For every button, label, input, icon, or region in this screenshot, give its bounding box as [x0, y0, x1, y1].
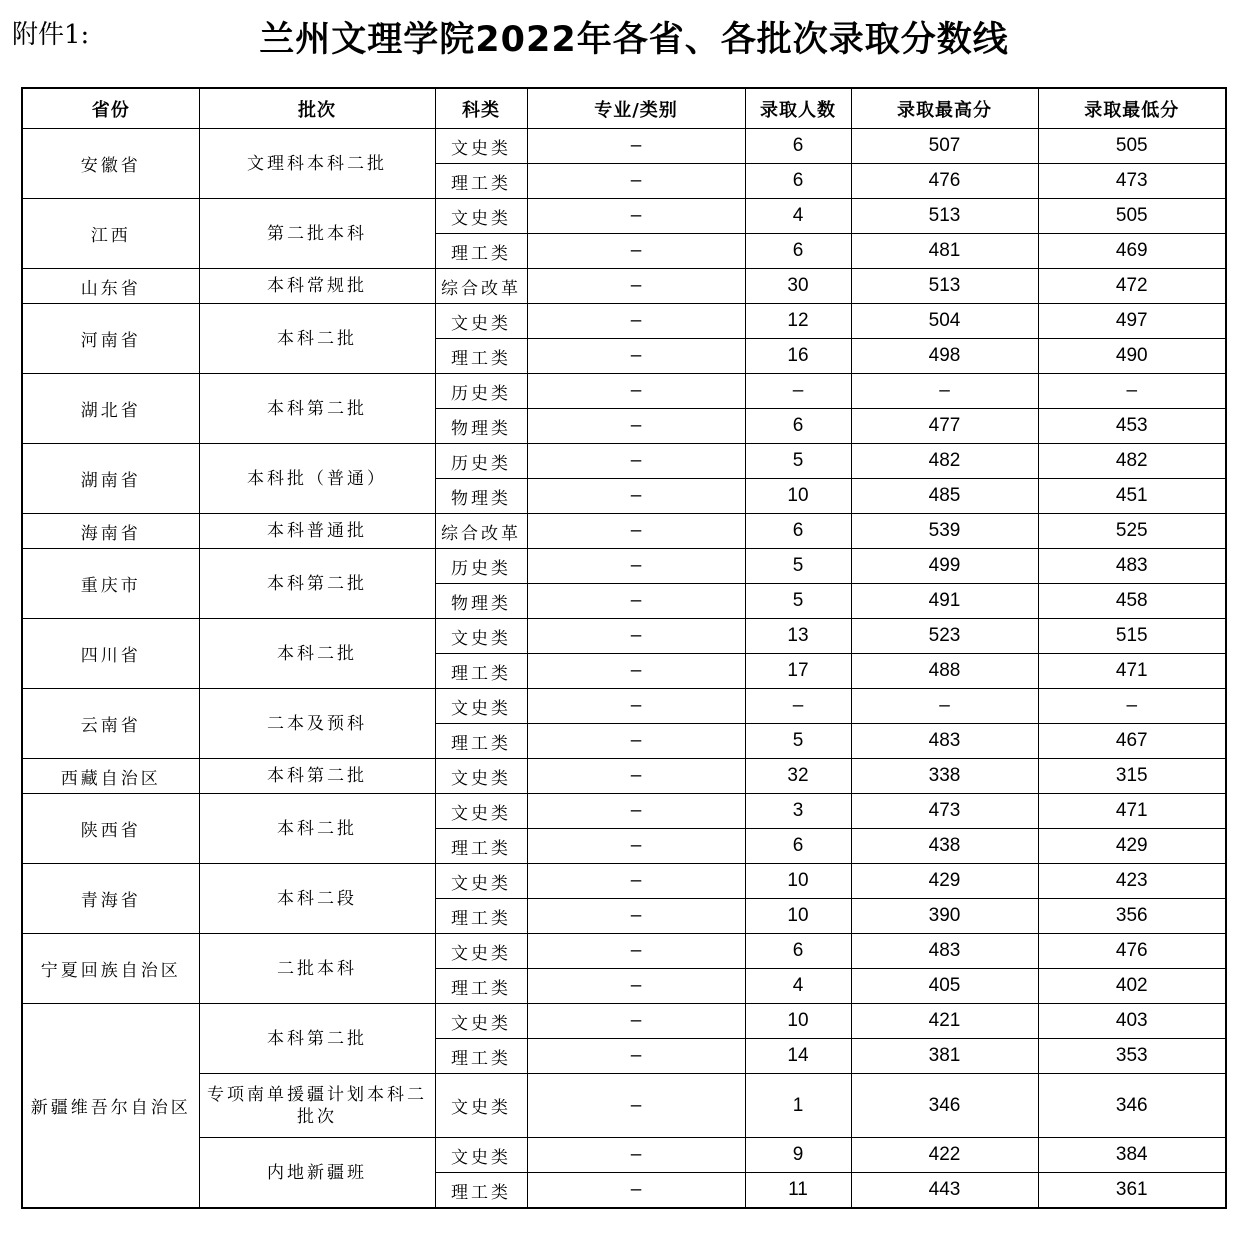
batch-label: 第二批本科	[267, 223, 367, 244]
batch-label: 本科第二批	[267, 1028, 367, 1049]
min-score-cell: 497	[1038, 304, 1226, 339]
category-cell: 综合改革	[435, 514, 527, 549]
category-cell: 文史类	[435, 689, 527, 724]
max-score-cell: 483	[851, 724, 1038, 759]
max-score-cell: 483	[851, 934, 1038, 969]
min-score-cell: 490	[1038, 339, 1226, 374]
batch-cell	[199, 444, 435, 514]
batch-label: 本科第二批	[267, 766, 367, 786]
attachment-label: 附件1:	[12, 20, 90, 50]
major-cell: –	[527, 234, 745, 269]
province-cell: 湖北省	[22, 374, 199, 444]
major-cell: –	[527, 1074, 745, 1138]
min-score-cell: 384	[1038, 1138, 1226, 1173]
table-row	[22, 304, 1226, 339]
count-cell: 1	[745, 1074, 851, 1138]
category-cell: 理工类	[435, 654, 527, 689]
max-score-cell: 346	[851, 1074, 1038, 1138]
category-cell: 理工类	[435, 339, 527, 374]
max-score-cell: 477	[851, 409, 1038, 444]
min-score-cell: 472	[1038, 269, 1226, 304]
column-header-category: 科类	[435, 88, 527, 129]
column-header-major: 专业/类别	[527, 88, 745, 129]
province-cell: 青海省	[22, 864, 199, 934]
province-cell: 陕西省	[22, 794, 199, 864]
table-row	[22, 934, 1226, 969]
batch-label: 本科第二批	[267, 573, 367, 594]
batch-label: 专项南单援疆计划本科二批次	[207, 1084, 427, 1127]
table-row	[22, 619, 1226, 654]
major-cell: –	[527, 164, 745, 199]
category-cell: 历史类	[435, 374, 527, 409]
major-cell: –	[527, 969, 745, 1004]
batch-cell	[199, 619, 435, 689]
admission-scores-table	[21, 87, 1227, 1209]
max-score-cell: 513	[851, 269, 1038, 304]
max-score-cell: 491	[851, 584, 1038, 619]
major-cell: –	[527, 479, 745, 514]
major-cell: –	[527, 1004, 745, 1039]
category-cell: 理工类	[435, 1173, 527, 1209]
min-score-cell: 471	[1038, 654, 1226, 689]
count-cell: 16	[745, 339, 851, 374]
batch-label: 内地新疆班	[267, 1162, 367, 1183]
min-score-cell: 315	[1038, 759, 1226, 794]
major-cell: –	[527, 1138, 745, 1173]
max-score-cell: 473	[851, 794, 1038, 829]
category-cell: 文史类	[435, 1074, 527, 1138]
column-header-province: 省份	[22, 88, 199, 129]
min-score-cell: 429	[1038, 829, 1226, 864]
max-score-cell: 513	[851, 199, 1038, 234]
province-cell: 海南省	[22, 514, 199, 549]
category-cell: 理工类	[435, 234, 527, 269]
max-score-cell: 438	[851, 829, 1038, 864]
major-cell: –	[527, 514, 745, 549]
batch-cell	[199, 1074, 435, 1138]
count-cell: –	[745, 374, 851, 409]
batch-cell	[199, 549, 435, 619]
major-cell: –	[527, 619, 745, 654]
count-cell: 4	[745, 199, 851, 234]
column-header-min-score: 录取最低分	[1038, 88, 1226, 129]
batch-label: 二本及预科	[267, 713, 367, 734]
max-score-cell: 499	[851, 549, 1038, 584]
max-score-cell: 422	[851, 1138, 1038, 1173]
count-cell: 10	[745, 1004, 851, 1039]
min-score-cell: 482	[1038, 444, 1226, 479]
max-score-cell: 504	[851, 304, 1038, 339]
major-cell: –	[527, 339, 745, 374]
max-score-cell: 498	[851, 339, 1038, 374]
min-score-cell: 505	[1038, 199, 1226, 234]
major-cell: –	[527, 689, 745, 724]
page-title: 兰州文理学院2022年各省、各批次录取分数线	[259, 20, 1009, 60]
table-row	[22, 759, 1226, 794]
batch-label: 本科普通批	[267, 521, 367, 541]
province-cell: 四川省	[22, 619, 199, 689]
batch-cell	[199, 374, 435, 444]
category-cell: 历史类	[435, 549, 527, 584]
batch-label: 本科二批	[277, 328, 357, 349]
batch-label: 二批本科	[277, 958, 357, 979]
major-cell: –	[527, 724, 745, 759]
batch-cell	[199, 1138, 435, 1209]
batch-cell	[199, 759, 435, 794]
count-cell: 10	[745, 479, 851, 514]
major-cell: –	[527, 304, 745, 339]
province-cell: 湖南省	[22, 444, 199, 514]
table-row	[22, 374, 1226, 409]
table-row	[22, 199, 1226, 234]
table-row	[22, 794, 1226, 829]
table-row	[22, 549, 1226, 584]
count-cell: 30	[745, 269, 851, 304]
table-row	[22, 864, 1226, 899]
batch-cell	[199, 864, 435, 934]
max-score-cell: 523	[851, 619, 1038, 654]
batch-cell	[199, 269, 435, 304]
table-header	[22, 88, 1226, 129]
table-row	[22, 129, 1226, 164]
batch-label: 本科二批	[277, 818, 357, 839]
major-cell: –	[527, 934, 745, 969]
province-cell: 安徽省	[22, 129, 199, 199]
max-score-cell: 405	[851, 969, 1038, 1004]
max-score-cell: 338	[851, 759, 1038, 794]
count-cell: 11	[745, 1173, 851, 1209]
batch-cell	[199, 934, 435, 1004]
min-score-cell: 361	[1038, 1173, 1226, 1209]
category-cell: 文史类	[435, 199, 527, 234]
province-cell: 重庆市	[22, 549, 199, 619]
count-cell: 6	[745, 934, 851, 969]
table-body	[22, 129, 1226, 1209]
count-cell: 6	[745, 409, 851, 444]
category-cell: 文史类	[435, 304, 527, 339]
count-cell: 14	[745, 1039, 851, 1074]
count-cell: 13	[745, 619, 851, 654]
batch-cell	[199, 1004, 435, 1074]
max-score-cell: 488	[851, 654, 1038, 689]
category-cell: 理工类	[435, 724, 527, 759]
province-cell: 宁夏回族自治区	[22, 934, 199, 1004]
min-score-cell: 473	[1038, 164, 1226, 199]
category-cell: 文史类	[435, 934, 527, 969]
category-cell: 文史类	[435, 1138, 527, 1173]
max-score-cell: 381	[851, 1039, 1038, 1074]
min-score-cell: 476	[1038, 934, 1226, 969]
count-cell: 3	[745, 794, 851, 829]
count-cell: 5	[745, 724, 851, 759]
major-cell: –	[527, 829, 745, 864]
max-score-cell: 390	[851, 899, 1038, 934]
major-cell: –	[527, 269, 745, 304]
count-cell: 5	[745, 584, 851, 619]
min-score-cell: 353	[1038, 1039, 1226, 1074]
column-header-max-score: 录取最高分	[851, 88, 1038, 129]
major-cell: –	[527, 794, 745, 829]
category-cell: 理工类	[435, 969, 527, 1004]
batch-label: 本科常规批	[267, 276, 367, 296]
batch-cell	[199, 689, 435, 759]
province-cell: 江西	[22, 199, 199, 269]
count-cell: 6	[745, 514, 851, 549]
category-cell: 文史类	[435, 619, 527, 654]
min-score-cell: 356	[1038, 899, 1226, 934]
batch-cell	[199, 304, 435, 374]
batch-cell	[199, 514, 435, 549]
table-row	[22, 444, 1226, 479]
count-cell: 9	[745, 1138, 851, 1173]
max-score-cell: –	[851, 374, 1038, 409]
min-score-cell: 423	[1038, 864, 1226, 899]
category-cell: 文史类	[435, 759, 527, 794]
min-score-cell: –	[1038, 689, 1226, 724]
category-cell: 文史类	[435, 1004, 527, 1039]
min-score-cell: 469	[1038, 234, 1226, 269]
category-cell: 理工类	[435, 1039, 527, 1074]
min-score-cell: 505	[1038, 129, 1226, 164]
max-score-cell: 421	[851, 1004, 1038, 1039]
max-score-cell: 482	[851, 444, 1038, 479]
major-cell: –	[527, 549, 745, 584]
column-header-count: 录取人数	[745, 88, 851, 129]
category-cell: 文史类	[435, 864, 527, 899]
min-score-cell: 346	[1038, 1074, 1226, 1138]
major-cell: –	[527, 899, 745, 934]
max-score-cell: 485	[851, 479, 1038, 514]
category-cell: 文史类	[435, 794, 527, 829]
category-cell: 文史类	[435, 129, 527, 164]
major-cell: –	[527, 444, 745, 479]
min-score-cell: 515	[1038, 619, 1226, 654]
max-score-cell: 443	[851, 1173, 1038, 1209]
max-score-cell: 429	[851, 864, 1038, 899]
column-header-batch: 批次	[199, 88, 435, 129]
max-score-cell: –	[851, 689, 1038, 724]
count-cell: 6	[745, 129, 851, 164]
max-score-cell: 507	[851, 129, 1038, 164]
table-row	[22, 1138, 1226, 1173]
batch-label: 本科批（普通）	[247, 468, 387, 489]
count-cell: 5	[745, 444, 851, 479]
major-cell: –	[527, 409, 745, 444]
category-cell: 物理类	[435, 409, 527, 444]
category-cell: 物理类	[435, 479, 527, 514]
major-cell: –	[527, 1039, 745, 1074]
count-cell: 4	[745, 969, 851, 1004]
batch-label: 本科二段	[277, 888, 357, 909]
min-score-cell: 451	[1038, 479, 1226, 514]
count-cell: 32	[745, 759, 851, 794]
major-cell: –	[527, 374, 745, 409]
count-cell: –	[745, 689, 851, 724]
header-row	[22, 88, 1226, 129]
count-cell: 6	[745, 164, 851, 199]
min-score-cell: 402	[1038, 969, 1226, 1004]
min-score-cell: 403	[1038, 1004, 1226, 1039]
batch-label: 本科第二批	[267, 398, 367, 419]
batch-label: 本科二批	[277, 643, 357, 664]
count-cell: 10	[745, 864, 851, 899]
major-cell: –	[527, 759, 745, 794]
major-cell: –	[527, 864, 745, 899]
min-score-cell: 483	[1038, 549, 1226, 584]
category-cell: 理工类	[435, 829, 527, 864]
count-cell: 17	[745, 654, 851, 689]
category-cell: 综合改革	[435, 269, 527, 304]
major-cell: –	[527, 129, 745, 164]
table-row	[22, 514, 1226, 549]
batch-label: 文理科本科二批	[247, 153, 387, 174]
province-cell: 新疆维吾尔自治区	[22, 1004, 199, 1209]
major-cell: –	[527, 654, 745, 689]
count-cell: 12	[745, 304, 851, 339]
table-row	[22, 1004, 1226, 1039]
category-cell: 物理类	[435, 584, 527, 619]
min-score-cell: 467	[1038, 724, 1226, 759]
category-cell: 理工类	[435, 164, 527, 199]
province-cell: 云南省	[22, 689, 199, 759]
province-cell: 河南省	[22, 304, 199, 374]
count-cell: 6	[745, 234, 851, 269]
category-cell: 历史类	[435, 444, 527, 479]
min-score-cell: 471	[1038, 794, 1226, 829]
province-cell: 山东省	[22, 269, 199, 304]
table-row	[22, 269, 1226, 304]
count-cell: 5	[745, 549, 851, 584]
province-cell: 西藏自治区	[22, 759, 199, 794]
major-cell: –	[527, 1173, 745, 1209]
table-row	[22, 1074, 1226, 1138]
count-cell: 10	[745, 899, 851, 934]
min-score-cell: 453	[1038, 409, 1226, 444]
count-cell: 6	[745, 829, 851, 864]
batch-cell	[199, 794, 435, 864]
min-score-cell: 458	[1038, 584, 1226, 619]
major-cell: –	[527, 199, 745, 234]
table-row	[22, 689, 1226, 724]
batch-cell	[199, 129, 435, 199]
max-score-cell: 539	[851, 514, 1038, 549]
category-cell: 理工类	[435, 899, 527, 934]
batch-cell	[199, 199, 435, 269]
major-cell: –	[527, 584, 745, 619]
max-score-cell: 476	[851, 164, 1038, 199]
min-score-cell: –	[1038, 374, 1226, 409]
min-score-cell: 525	[1038, 514, 1226, 549]
max-score-cell: 481	[851, 234, 1038, 269]
